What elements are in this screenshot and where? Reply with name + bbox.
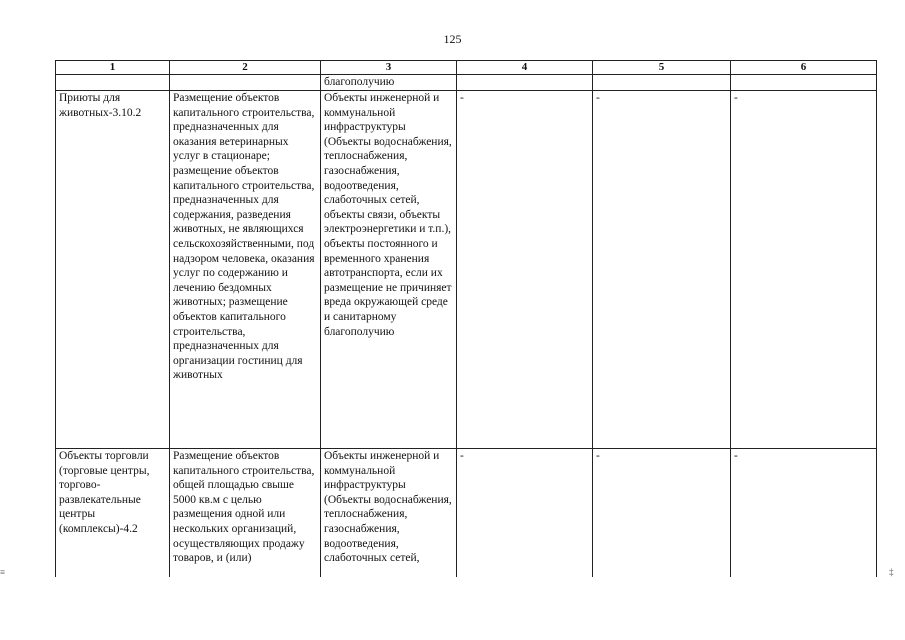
cell (593, 75, 731, 91)
use-type-name-text: Объекты торговли (торговые центры, торгово-развлекательные центры (комплексы)-4.2 (59, 450, 150, 535)
cell: благополучию (321, 75, 457, 91)
zoning-table (55, 60, 877, 577)
permitted-objects (321, 449, 457, 578)
parameter-col-5: - (593, 449, 731, 578)
permitted-objects: Объекты инженерной и коммунальной инфраструктуры (Объекты водоснабжения, теплоснабжения, газоснабжения, водоотведения, слаботочных сетей, объекты связи, объекты электроэнергетики и т.п.), объекты постоянного и временного хранения автотранспорта, если их размещение не причиняет вреда окружающей среде и санитарному благополучию (321, 91, 457, 449)
cell (56, 75, 170, 91)
parameter-col-5: - (593, 91, 731, 449)
table-row (56, 449, 877, 578)
cell (170, 75, 321, 91)
use-type-name: Приюты для животных-3.10.2 (56, 91, 170, 449)
page-number: 125 (443, 32, 462, 46)
header-row (56, 61, 877, 75)
left-edge-mark: ≡ (0, 567, 6, 577)
parameter-col-4: - (457, 449, 593, 578)
continuation-row (56, 75, 877, 91)
use-type-description-text: Размещение объектов капитального строительства, общей площадью свыше 5000 кв.м с целью размещения одной или нескольких организаций, осуществляющих продажу товаров, и (или) (173, 450, 315, 565)
parameter-col-6: - (731, 91, 877, 449)
header-col-6: 6 (731, 61, 877, 75)
header-col-2: 2 (170, 61, 321, 75)
header-col-3: 3 (321, 61, 457, 75)
header-col-5: 5 (593, 61, 731, 75)
cell (457, 75, 593, 91)
header-col-4: 4 (457, 61, 593, 75)
parameter-col-4: - (457, 91, 593, 449)
parameter-col-6: - (731, 449, 877, 578)
cell (731, 75, 877, 91)
header-col-1: 1 (56, 61, 170, 75)
use-type-name (56, 449, 170, 578)
right-edge-mark: ‡ (889, 567, 894, 577)
permitted-objects-text: Объекты инженерной и коммунальной инфраструктуры (Объекты водоснабжения, теплоснабжения, газоснабжения, водоотведения, слаботочных сетей, (324, 450, 452, 565)
use-type-description (170, 449, 321, 578)
use-type-description: Размещение объектов капитального строительства, предназначенных для оказания ветеринарных услуг в стационаре; размещение объектов капитального строительства, предназначенных для содержания, разведения животных, не являющихся сельскохозяйственными, под надзором человека, оказания услуг по содержанию и лечению бездомных животных; размещение объектов капитального строительства, предназначенных для организации гостиниц для животных (170, 91, 321, 449)
table-row (56, 91, 877, 449)
